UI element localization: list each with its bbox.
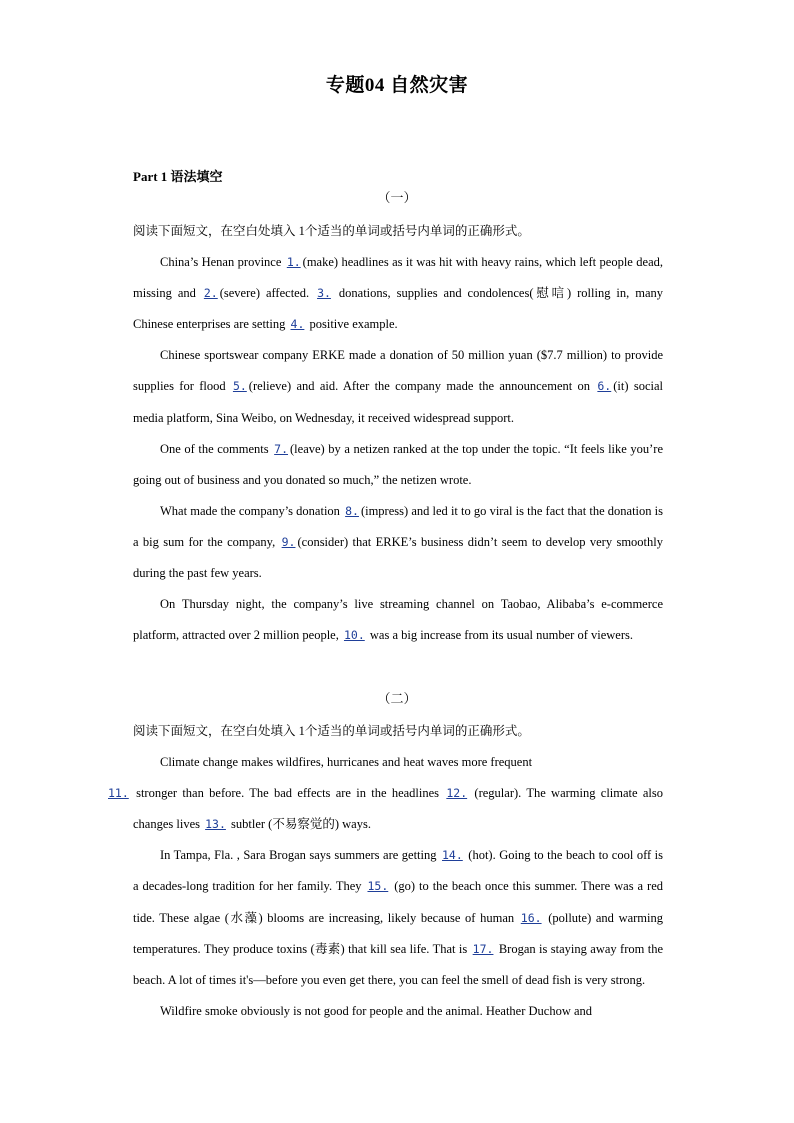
blank-11[interactable]: 11. bbox=[108, 786, 129, 801]
instruction-1: 阅读下面短文，在空白处填入 1个适当的单词或括号内单词的正确形式。 bbox=[133, 224, 530, 238]
blank-2[interactable]: 2. bbox=[203, 286, 218, 301]
blank-13[interactable]: 13. bbox=[205, 817, 226, 832]
blank-7[interactable]: 7. bbox=[274, 441, 289, 456]
paragraph-1-3: One of the comments 7. (leave) by a netizen ranked at the top under the topic. “It feels like you’re going out of business and you donated so much,” the netizen wrote. bbox=[133, 441, 664, 487]
blank-1[interactable]: 1. bbox=[286, 255, 301, 270]
paragraph-1-2: Chinese sportswear company ERKE made a donation of 50 million yuan ($7.7 million) to provide supplies for flood 5. (relieve) and aid. After the company made the announcement on 6. (it) social media platform, Sina Weibo, on Wednesday, it received widespread support. bbox=[133, 348, 663, 425]
paragraph-2-1: Climate change makes wildfires, hurricanes and heat waves more frequent 11. stronger than before. The bad effects are in the headlines 12. (regular). The warming climate also changes lives 13. subtler (不易察觉的) ways. bbox=[108, 755, 664, 832]
section-heading-2: （二） bbox=[377, 691, 417, 706]
blank-3[interactable]: 3. bbox=[317, 286, 331, 301]
paragraph-2-2: In Tampa, Fla. , Sara Brogan says summers are getting 14. (hot). Going to the beach to cool off is a decades-long tradition for her family. They 15. (go) to the beach once this summer. There was a red tide. These algae (水藻) blooms are increasing, likely because of human 16. (pollute) and warming temperatures. They produce toxins (毒素) that kill sea life. That is 17. Brogan is staying away from the beach. A lot of times it's—before you even get there, you can feel the smell of dead fish is very strong. bbox=[133, 848, 664, 987]
page-title: 专题04 自然灾害 bbox=[325, 75, 469, 96]
blank-5[interactable]: 5. bbox=[232, 379, 247, 394]
paragraph-2-3: Wildfire smoke obviously is not good for people and the animal. Heather Duchow and bbox=[160, 1003, 593, 1018]
blank-17[interactable]: 17. bbox=[472, 941, 494, 956]
blank-4[interactable]: 4. bbox=[290, 317, 305, 332]
part-heading: Part 1 语法填空 bbox=[133, 169, 223, 184]
section-heading-1: （一） bbox=[377, 190, 417, 205]
blank-10[interactable]: 10. bbox=[343, 628, 365, 643]
blank-12[interactable]: 12. bbox=[446, 786, 468, 801]
blank-16[interactable]: 16. bbox=[520, 910, 542, 925]
paragraph-1-4: What made the company’s donation 8. (impress) and led it to go viral is the fact that the donation is a big sum for the company, 9. (consider) that ERKE’s business didn’t seem to develop very smoothly during the past few years. bbox=[133, 503, 664, 581]
blank-8[interactable]: 8. bbox=[345, 503, 359, 518]
blank-14[interactable]: 14. bbox=[442, 848, 463, 863]
section-2-body bbox=[108, 716, 664, 1027]
section-1-body bbox=[133, 216, 663, 651]
instruction-2: 阅读下面短文，在空白处填入 1个适当的单词或括号内单词的正确形式。 bbox=[133, 724, 530, 738]
blank-15[interactable]: 15. bbox=[367, 879, 389, 894]
paragraph-1-1: China’s Henan province 1. (make) headlines as it was hit with heavy rains, which left people dead, missing and 2. (severe) affected. 3. donations, supplies and condolences(慰唁) rolling in, many Chinese enterprises are setting 4. positive example. bbox=[133, 255, 664, 332]
blank-9[interactable]: 9. bbox=[281, 534, 296, 549]
paragraph-1-5: On Thursday night, the company’s live streaming channel on Taobao, Alibaba’s e-commerce platform, attracted over 2 million people, 10. was a big increase from its usual number of viewers. bbox=[133, 597, 663, 643]
blank-6[interactable]: 6. bbox=[597, 379, 612, 394]
